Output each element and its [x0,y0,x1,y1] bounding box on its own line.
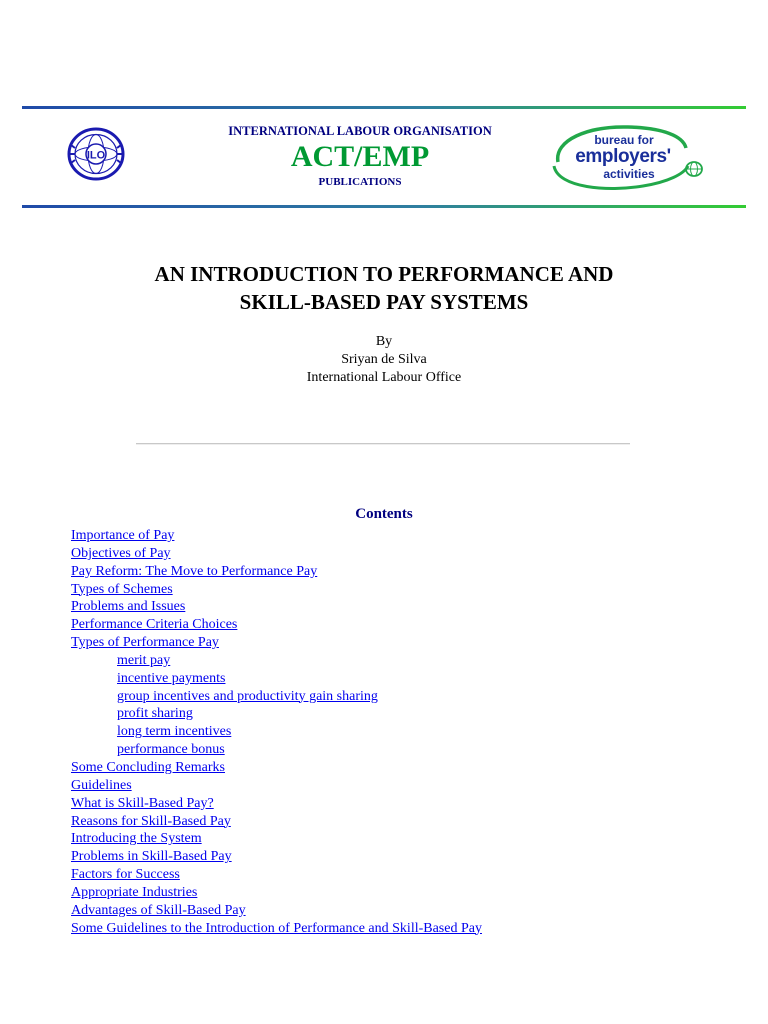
ilo-logo [66,127,126,181]
toc-link[interactable]: Reasons for Skill-Based Pay [71,813,231,829]
byline-by: By [375,334,393,349]
bureau-logo-line3: activities [603,167,655,181]
author-name: Sriyan de Silva [341,352,427,367]
toc-link[interactable]: performance bonus [117,742,225,758]
toc-link[interactable]: Pay Reform: The Move to Performance Pay [71,563,318,579]
toc-link[interactable]: profit sharing [117,706,193,722]
toc-link[interactable]: Guidelines [71,777,132,793]
section-divider [136,443,630,445]
toc-link[interactable]: Some Guidelines to the Introduction of Performance and Skill-Based Pay [71,920,482,936]
header-top-rule [22,106,746,109]
toc-link[interactable]: Objectives of Pay [71,545,171,561]
document-title [84,260,684,316]
toc-link[interactable]: group incentives and productivity gain sharing [117,688,378,704]
toc-link[interactable]: merit pay [117,652,171,668]
toc-link[interactable]: long term incentives [117,724,232,740]
toc-link[interactable]: Problems and Issues [71,599,186,615]
toc-link[interactable]: What is Skill-Based Pay? [71,795,214,811]
document-title-line2: SKILL-BASED PAY SYSTEMS [239,290,529,314]
bureau-employers-activities-logo [548,122,708,194]
ilo-logo-text: ILO [86,149,106,162]
bureau-logo-line1: bureau for [594,133,654,147]
toc-link[interactable]: Performance Criteria Choices [71,617,238,633]
brand-title: ACT/EMP [290,140,430,173]
author-affiliation: International Labour Office [306,370,462,385]
table-of-contents [71,527,711,937]
contents-heading: Contents [355,506,413,522]
toc-link[interactable]: Advantages of Skill-Based Pay [71,902,246,918]
byline [184,333,584,387]
bureau-logo-line2: employers' [575,146,671,167]
publications-label: PUBLICATIONS [318,176,402,188]
toc-link[interactable]: Some Concluding Remarks [71,759,225,775]
toc-link[interactable]: Importance of Pay [71,528,175,543]
header-bottom-rule [22,205,746,208]
toc-link[interactable]: Introducing the System [71,831,202,847]
toc-link[interactable]: Appropriate Industries [71,884,198,900]
toc-link[interactable]: Problems in Skill-Based Pay [71,849,232,865]
document-title-line1: AN INTRODUCTION TO PERFORMANCE AND [154,262,614,286]
toc-link[interactable]: Types of Schemes [71,581,173,597]
organisation-name: INTERNATIONAL LABOUR ORGANISATION [228,124,492,138]
toc-link[interactable]: Factors for Success [71,867,180,883]
toc-link[interactable]: Types of Performance Pay [71,635,219,651]
toc-link[interactable]: incentive payments [117,670,226,686]
